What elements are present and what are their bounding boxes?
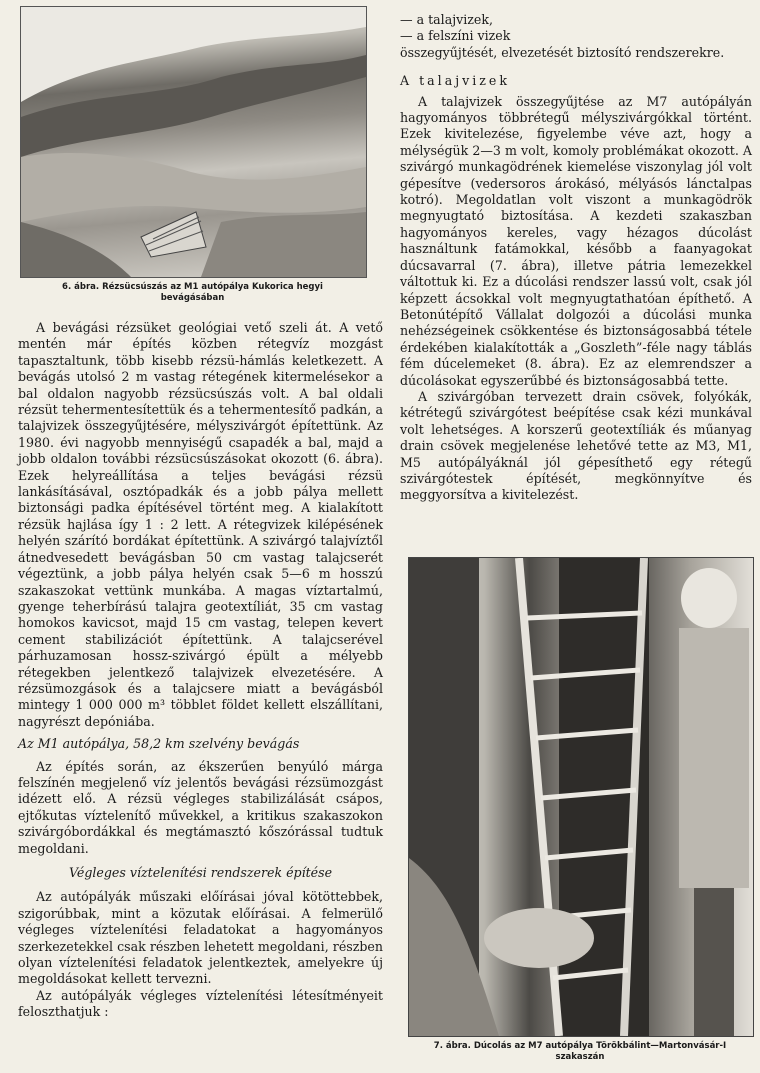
paragraph-classification: Az autópályák végleges víztelenítési létesítményeit feloszthatjuk : <box>18 987 383 1020</box>
section-heading-groundwater: A talajvizek <box>400 73 510 89</box>
figure-7-caption-line1: 7. ábra. Dúcolás az M7 autópálya Törökbálint—Martonvásár-I <box>433 1041 727 1051</box>
figure-6-caption-line1: 6. ábra. Rézsücsúszás az M1 autópálya Kukorica hegyi <box>62 282 323 292</box>
figure-7-caption <box>408 1041 752 1063</box>
section-heading-final-drainage: Végleges víztelenítési rendszerek építése <box>68 865 333 880</box>
section-heading-m1-58km: Az M1 autópálya, 58,2 km szelvény bevágás <box>18 736 300 752</box>
figure-6-caption-line2: bevágásában <box>160 293 225 303</box>
paragraph-regulations: Az autópályák műszaki előírásai jóval kötöttebbek, szigorúbbak, mint a közutak előírásai. A felmerülő végleges víztelenítési feladatokat a hagyományos szerkezetekkel csak részben lehetett megoldani, részben olyan víztelenítési feladatok jelentkeztek, amelyekre új megoldásokat kellett tervezni. <box>18 889 383 987</box>
figure-7-photo <box>408 557 754 1037</box>
right-column <box>400 12 752 504</box>
figure-7-caption-line2: szakaszán <box>555 1052 605 1062</box>
paragraph-marl-water: Az építés során, az ékszerűen benyúló márga felszínén megjelenő víz jelentős bevágási rézsümozgást idézett elő. A rézsü végleges stabilizálását csápos, ejtőkutas víztelenítő művekkel, a kritikus szakaszokon szivárgóbordákkal és megtámasztó kőszórással tudtuk megoldani. <box>18 758 383 856</box>
left-body-text <box>18 320 383 1021</box>
trench-shoring-illustration <box>409 558 753 1036</box>
paragraph-landslide: A bevágási rézsüket geológiai vető szeli át. A vető mentén már építés közben rétegvíz mozgást tapasztaltunk, több kisebb rézsü-hámlás keletkezett. A bevágás utolsó 2 m vastag rétegének kitermelésekor a bal oldalon nagyobb rézsücsúszás volt. A bal oldali rézsüt tehermentesítettük és a tehermentesítő padkán, a talajvizek összegyűjtésére, mélyszivárgót építettünk. Az 1980. évi nagyobb mennyiségű csapadék a bal, majd a jobb oldalon további rézsücsúszásokat okozott (6. ábra). Ezek helyreállítása a teljes bevágási rézsü lankásításával, osztópadkák és a jobb pálya mellett biztonsági padka építésével történt meg. A kialakított rézsük hajlása így 1 : 2 lett. A rétegvizek kilépésének helyén szárító bordákat építettünk. A szivárgó talajvíztől átnedvesedett bevágásban 50 cm vastag talajcserét végeztünk, a jobb pálya helyén csak 5—6 m hosszú szakaszokat vettünk munkába. A magas víztartalmú, gyenge teherbírású talajra geotextíliát, 35 cm vastag homokos kavicsot, majd 15 cm vastag, telepen kevert cement stabilizációt építettünk. A talajcserével párhuzamosan hossz-szivárgó épült a mélyebb rétegekben jelentkező talajvizek elvezetésére. A rézsümozgások és a talajcsere miatt a bevágásból mintegy 1 000 000 m³ többlet földet kellett elszállítani, nagyrészt depóniába. <box>18 320 383 729</box>
list-conclusion: összegyűjtését, elvezetését biztosító rendszerekre. <box>400 44 725 60</box>
left-column <box>18 6 383 1021</box>
right-body-text <box>400 12 752 504</box>
landslide-photo-illustration <box>21 7 366 277</box>
figure-6-caption <box>20 282 365 304</box>
figure-6-photo <box>20 6 367 278</box>
paragraph-deep-drains: A talajvizek összegyűjtése az M7 autópályán hagyományos többrétegű mélyszivárgókkal történt. Ezek kivitelezése, figyelembe véve azt, hogy a mélységük 2—3 m volt, komoly problémákat okozott. A szivárgó munkagödrének kiemelése viszonylag jól volt gépesítve (vedersoros árokásó, mélyásós lánctalpas kotró). Megoldatlan volt viszont a munkagödrök megnyugtató biztosítása. A kezdeti szakaszban hagyományos kereles, vagy hézagos dúcolást használtunk fatámokkal, később a faanyagokat dúcsavarral (7. ábra), illetve pátria lemezekkel váltottuk ki. Ez a dúcolási rendszer lassú volt, csak jól képzett ácsokkal volt megnyugtathatóan építhető. A Betonútépítő Vállalat dolgozói a dúcolási munka nehézségeinek csökkentése és biztonságosabbá tétele érdekében kialakították a „Goszleth”-féle nagy táblás fém dúcelemeket (8. ábra). Ez az elemrendszer a dúcolásokat egyszerűbbé és biztonságosabbá tette. <box>400 93 752 388</box>
list-item-surface-water: — a felszíni vizek <box>400 28 511 44</box>
paragraph-drain-pipes: A szivárgóban tervezett drain csövek, folyókák, kétrétegű szivárgótest beépítése csak kézi munkával volt lehetséges. A korszerű geotextíliák és műanyag drain csövek megjelenése lehetővé tette az M3, M1, M5 autópályáknál jól gépesíthető egy rétegű szivárgótestek építését, megkönnyítve és meggyorsítva a kivitelezést. <box>400 388 752 503</box>
list-item-groundwater: — a talajvizek, <box>400 12 493 27</box>
